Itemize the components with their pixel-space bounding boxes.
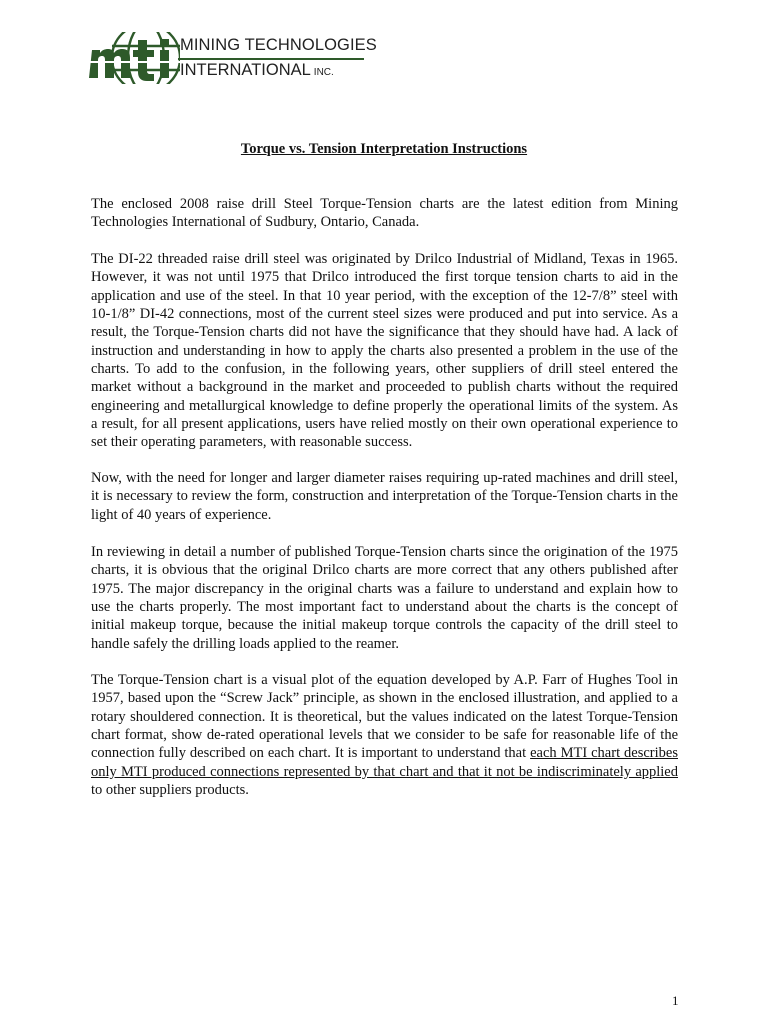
company-logo — [88, 32, 378, 84]
logo-company-name: INTERNATIONAL — [180, 61, 311, 79]
paragraph-5-text: The Torque-Tension chart is a visual plot of the equation developed by A.P. Farr of Hughes Tool in 1957, based upon the “Screw Jack” principle, as shown in the enclosed illustration, and applied to a rotary shouldered connection. It is theoretical, but the values indicated on the latest Torque-Tension chart format, show de-rated operational levels that we consider to be safe for reasonable life of the connection fully described on each chart. It is important to understand that — [91, 672, 678, 762]
paragraph-5 — [91, 671, 678, 799]
page-number: 1 — [672, 993, 679, 1008]
paragraph-5-text-end: to other suppliers products. — [91, 782, 249, 799]
paragraph-3: Now, with the need for longer and larger diameter raises requiring up-rated machines and drill steel, it is necessary to review the form, construction and interpretation of the Torque-Tension charts in the light of 40 years of experience. — [91, 470, 678, 523]
document-title: Torque vs. Tension Interpretation Instructions — [240, 141, 528, 157]
logo-company-line2 — [180, 61, 334, 80]
logo-divider-line — [178, 58, 364, 60]
logo-company-line1: MINING TECHNOLOGIES — [180, 36, 377, 54]
paragraph-1: The enclosed 2008 raise drill Steel Torque-Tension charts are the latest edition from Mining Technologies International of Sudbury, Ontario, Canada. — [91, 196, 678, 231]
paragraph-2: The DI-22 threaded raise drill steel was originated by Drilco Industrial of Midland, Texas in 1965. However, it was not until 1975 that Drilco introduced the first torque tension charts to aid in the application and use of the steel. In that 10 year period, with the exception of the 12-7/8” steel with 10-1/8” DI-42 connections, most of the current steel sizes were produced and put into service. As a result, the Torque-Tension charts did not have the significance that they should have had. A lack of instruction and understanding in how to apply the charts also presented a problem in the use of the charts. To add to the confusion, in the following years, other suppliers of drill steel entered the market without a background in the market and proceeded to publish charts without the required engineering and metallurgical knowledge to define properly the operational limits of the system. As a result, for all present applications, users have relied mostly on their own operational experience to set their operating parameters, with reasonable success. — [91, 251, 678, 451]
paragraph-4: In reviewing in detail a number of published Torque-Tension charts since the origination of the 1975 charts, it is obvious that the original Drilco charts are more correct that any others published after 1975. The major discrepancy in the original charts was a failure to understand and explain how to use the charts properly. The most important fact to understand about the charts is the concept of initial makeup torque, because the initial makeup torque controls the capacity of the drill steel to handle safely the drilling loads applied to the reamer. — [91, 544, 678, 652]
mti-logo-mark — [88, 32, 180, 84]
paragraph-5-underlined-text: each MTI chart describes only MTI produced connections represented by that chart and that it not be indiscriminately applied — [91, 745, 678, 780]
logo-company-suffix: INC. — [313, 67, 334, 78]
